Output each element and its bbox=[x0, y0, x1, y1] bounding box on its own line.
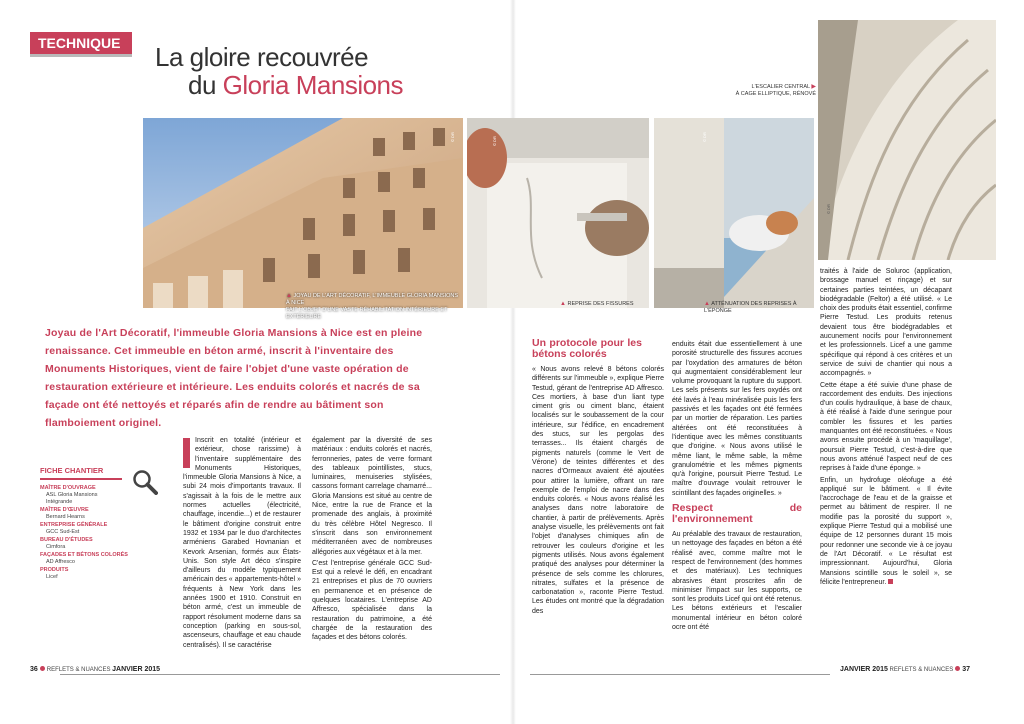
section-heading-protocol: Un protocole pour les bétons colorés bbox=[532, 337, 642, 360]
article-title-line1: La gloire recouvrée bbox=[155, 42, 369, 72]
sponge-caption-text: ATTÉNUATION DES REPRISES À L'ÉPONGE bbox=[704, 301, 797, 314]
stair-caption: L'ESCALIER CENTRAL ▶ À CAGE ELLIPTIQUE, RÉNOVÉ bbox=[735, 84, 816, 97]
fissures-photo bbox=[467, 118, 649, 308]
facade-photo bbox=[143, 118, 463, 308]
body-text: Enfin, un hydrofuge oléofuge a été appliqué sur le bâtiment. « Il évite l'accrochage de l'eau et de la graisse et permet au bâtiment de respirer. Il ne modifie pas la porosité du support », explique Pierre Testud qui a mobilisé une équipe de 12 personnes durant 15 mois pour redonner une seconde vie à ce joyau de l'Art Décoratif. « Le résultat est impressionnant. Aujourd'hui, Gloria Mansions scintille sous le soleil », se félicite l'entrepreneur. bbox=[820, 476, 952, 586]
left-page-number: 36 bbox=[30, 666, 38, 673]
project-info-label: MAÎTRE D'OUVRAGE bbox=[40, 485, 96, 491]
project-info-value: Cimfora bbox=[46, 544, 66, 550]
page-gutter bbox=[510, 0, 516, 724]
title-prefix: du bbox=[188, 70, 223, 100]
lead-paragraph: Joyau de l'Art Décoratif, l'immeuble Gloria Mansions à Nice est en pleine renaissance. Cet immeuble en béton armé, inscrit à l'inventaire des Monuments Historiques, vient de faire l'objet d'une vaste opération de restauration extérieure et intérieure. Les enduits colorés et nacrés de sa façade ont été nettoyés et réparés afin de rendre au bâtiment son flamboiement originel. bbox=[45, 327, 423, 429]
project-info-rule bbox=[40, 478, 122, 480]
project-info-value: Bernard Hearns bbox=[46, 514, 85, 520]
project-info-label: MAÎTRE D'ŒUVRE bbox=[40, 507, 89, 513]
body-paragraph: également par la diversité de ses matériaux : enduits colorés et nacrés, ferronneries, pates de verre formant des tableaux pointillistes, stucs, luminaires, menuiseries stylisées, cassons formant carrelage chamarré... Gloria Mansions est situé au centre de Nice, entre la rue de France et la promenade des anglais, à proximité du très célèbre Hôtel Negresco. Il s'inscrit dans son environnement méditerranéen avec de nombreuses allégories aux végétaux et à la mer. bbox=[312, 437, 432, 556]
facade-credit: © DR bbox=[450, 132, 455, 142]
sponge-photo bbox=[654, 118, 814, 308]
project-info-value: Licef bbox=[46, 574, 58, 580]
section-heading-environment: Respect de l'environnement bbox=[672, 502, 802, 526]
left-footer bbox=[30, 666, 160, 673]
project-info-heading: FICHE CHANTIER bbox=[40, 466, 104, 475]
right-page-number: 37 bbox=[962, 666, 971, 673]
body-paragraph bbox=[820, 476, 952, 588]
project-info-value: GCC Sud-Est bbox=[46, 529, 80, 535]
body-paragraph: « Nous avons relevé 8 bétons colorés différents sur l'immeuble », explique Pierre Testud, gérant de l'entreprise AD Affresco. Ces mortiers, à base d'un liant type ciment gris ou ciment blanc, étaient localisés sur le soubassement de la cour intérieure, sur l'édifice, en encadrement des stucs, sur les pergolas des terrasses... Ils étaient chargés de pigments naturels (comme le Vert de Vérone) de teintes différentes et des nacres d'Ormeaux avaient été ajoutées pour attirer la lumière, offrant un rare exemple de l'emploi de nacre dans des enduits colorés. « Nous avons réalisé les analyses dans notre laboratoire de chantier, à partir de prélèvements. Après analyse visuelle, les prélèvements ont fait l'objet d'analyses chimiques afin de retrouver les couleurs d'origine et les pigments utilisés. Nous avons également pratiqué des analyses pour déterminer la présence de sels comme les chlorures, nitrates, sulfates et la présence de carbonatation », raconte Pierre Testud. Les études ont montré que la dégradation des bbox=[532, 366, 664, 615]
sponge-credit: © DR bbox=[702, 132, 707, 142]
project-info-label: ENTREPRISE GÉNÉRALE bbox=[40, 522, 108, 528]
body-column-4 bbox=[672, 340, 802, 664]
section-tag: TECHNIQUE bbox=[30, 32, 132, 54]
stair-caption-line1: L'ESCALIER CENTRAL bbox=[751, 84, 810, 90]
project-info-label: BUREAU D'ÉTUDES bbox=[40, 537, 93, 543]
fissures-credit: © DR bbox=[492, 136, 497, 146]
stair-credit: © DR bbox=[826, 204, 831, 214]
body-column-3 bbox=[532, 338, 664, 664]
project-info-label: FAÇADES ET BÉTONS COLORÉS bbox=[40, 552, 128, 558]
fissures-caption: ▲ REPRISE DES FISSURES bbox=[560, 301, 634, 307]
body-column-5 bbox=[820, 267, 952, 664]
stair-photo bbox=[818, 20, 996, 260]
end-mark bbox=[888, 579, 893, 584]
body-paragraph: Inscrit en totalité (intérieur et extérieur, chose rarissime) à l'inventaire supplémentaire des Monuments Historiques, l'immeuble Gloria Mansions à Nice, a subi 24 mois d'importants travaux. Il s'agissait à la fois de le mettre aux normes actuelles (électricité, chauffage, incendie...) et de restaurer le bâtiment d'origine construit entre 1932 et 1934 par le duo d'architectes arméniens Garabed Hovnanian et Kevork Arsenian, formés aux États-Unis. Son style Art déco s'inspire d'ailleurs du modèle typiquement américain des « appartements-hôtel » fréquents à New York dans les années 1900 et 1910. Construit en béton armé, c'est un immeuble de rapport résolument moderne dans sa conception (parking en sous-sol, ascenseurs, chauffage et eau chaude centralisés). Il se caractérise bbox=[183, 437, 301, 649]
dropcap-bar bbox=[183, 438, 190, 468]
fissures-caption-text: REPRISE DES FISSURES bbox=[567, 301, 634, 307]
sponge-caption: ▲ ATTÉNUATION DES REPRISES À L'ÉPONGE bbox=[704, 301, 797, 314]
body-paragraph: Au préalable des travaux de restauration, un nettoyage des façades en béton a été réalisé avec, comme maître mot le respect de l'environnement (des hommes et des matériaux). Les techniques abrasives étant proscrites afin de minimiser l'impact sur les supports, ce sont les produits Licef qui ont été retenus. Les bétons extérieurs et l'escalier monumental intérieur en béton coloré ocre ont été bbox=[672, 531, 802, 632]
project-info-label: PRODUITS bbox=[40, 567, 69, 573]
body-paragraph: traités à l'aide de Soluroc (application, brossage manuel et rinçage) et sur certaines parties teintées, un décapant biodégradable (Feltor) a été utilisé. « Le choix des produits était essentiel, confirme Pierre Testud. Les produits retenus devaient tous être biodégradables et aucunement nocifs pour l'environnement et les professionnels. Licef a une gamme spécifique qui répond à ces critères et un service de suivi de chantier qui nous a accompagnés. » bbox=[820, 268, 952, 378]
title-highlight: Gloria Mansions bbox=[222, 70, 404, 100]
body-column-2 bbox=[312, 436, 432, 664]
footer-dot bbox=[40, 666, 45, 671]
left-footer-magazine: REFLETS & NUANCES bbox=[46, 667, 111, 673]
project-info-value-line: ASL Gloria Mansions bbox=[46, 492, 98, 498]
right-footer-date: JANVIER 2015 bbox=[840, 666, 888, 673]
right-footer-magazine: REFLETS & NUANCES bbox=[889, 667, 954, 673]
body-paragraph: Cette étape a été suivie d'une phase de raccordement des enduits. Des injections d'un coulis hydraulique, à base de chaux, à été réalisé à l'aide d'une seringue pour combler les fissures et les parties manquantes ont été reconstituées. « Nous avons ensuite procédé à un 'maquillage', poursuit Pierre Testud, c'est-à-dire que nous avons atténué l'aspect neuf de ces reprises à l'aide d'une éponge. » bbox=[820, 381, 952, 473]
right-footer bbox=[840, 666, 970, 673]
body-column-1 bbox=[183, 436, 301, 664]
facade-caption-line1: JOYAU DE L'ART DÉCORATIF, L'IMMEUBLE GLORIA MANSIONS À NICE bbox=[286, 293, 459, 306]
project-info-value: AD Affresco bbox=[46, 559, 75, 565]
left-footer-date: JANVIER 2015 bbox=[112, 666, 161, 673]
body-paragraph: C'est l'entreprise générale GCC Sud-Est qui a relevé le défi, en encadrant 21 entreprises et plus de 70 ouvriers en permanence et en présence de quelques locataires. L'entreprise AD Affresco, spécialisée dans la restauration du patrimoine, a été chargée de la restauration des façades et des bétons colorés. bbox=[312, 559, 432, 642]
facade-caption: ▲ JOYAU DE L'ART DÉCORATIF, L'IMMEUBLE GLORIA MANSIONS À NICE FAIT L'OBJET D'UNE VASTE RÉHABILITATION INTÉRIEURE ET EXTÉRIEURE bbox=[286, 293, 459, 320]
article-title-line2 bbox=[188, 70, 403, 101]
stair-caption-line2: À CAGE ELLIPTIQUE, RÉNOVÉ bbox=[735, 91, 816, 97]
right-footer-rule bbox=[530, 674, 830, 675]
left-footer-rule bbox=[60, 674, 500, 675]
body-paragraph: enduits était due essentiellement à une porosité structurelle des fissures accrues par l'oxydation des armatures de béton qui augmentaient considérablement leur volume provoquant la rupture du support. Les sels présents sur les fers oxydés ont été lavés à l'eau minéralisée puis les fers passivés et les façades ont été fermées par un mortier de réparation. Les parties altérées ont été reconstituées à l'identique avec les mêmes constituants que d'origine. « Nous avons utilisé le même liant, le même sable, la même granulométrie et les mêmes pigments qu'à l'origine, poursuit Pierre Testud. Le maître d'ouvrage voulait retrouver le scintillant des façades originelles. » bbox=[672, 341, 802, 497]
footer-dot bbox=[955, 666, 960, 671]
facade-caption-line2: FAIT L'OBJET D'UNE VASTE RÉHABILITATION INTÉRIEURE ET EXTÉRIEURE bbox=[286, 307, 448, 320]
magnifier-icon bbox=[132, 469, 158, 495]
project-info-value-line: Intégrande bbox=[46, 499, 73, 505]
